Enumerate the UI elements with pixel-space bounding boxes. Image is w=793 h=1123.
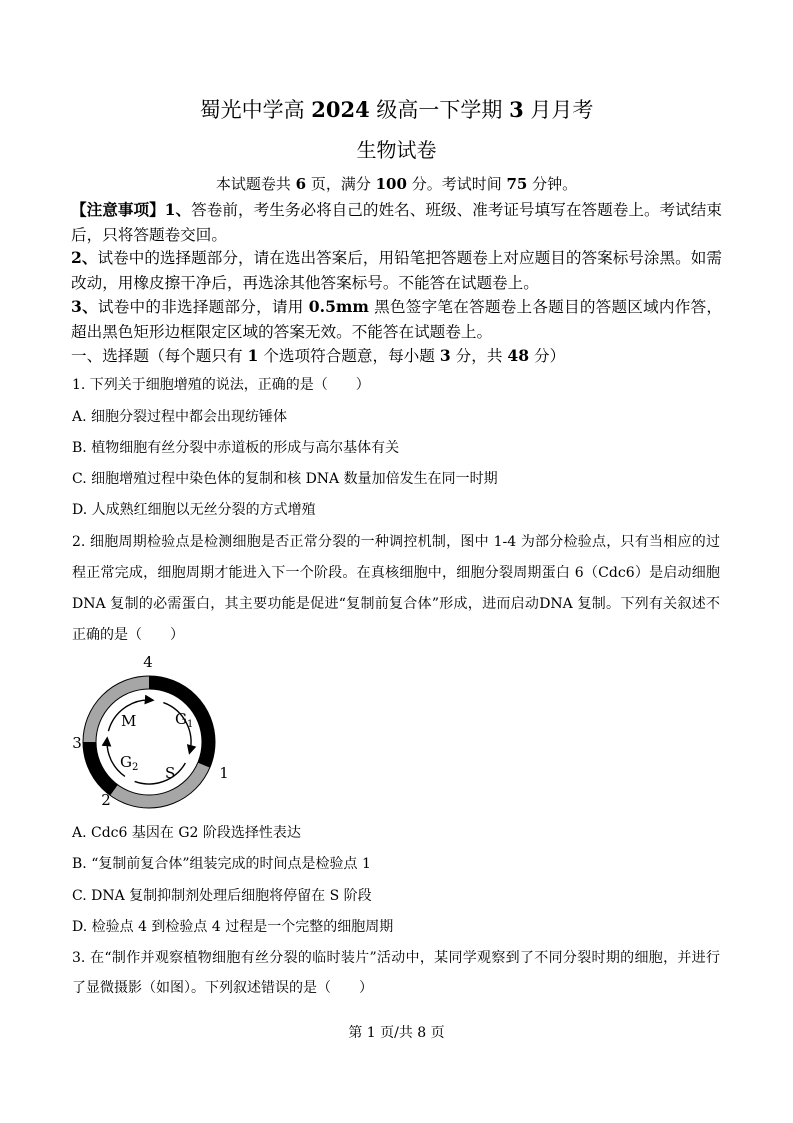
section-heading (71, 344, 722, 369)
title-part: 级高一下学期 (369, 98, 510, 122)
question-2-option-b: B. “复制前复合体”组装完成的时间点是检验点 1 (72, 856, 371, 872)
title-month: 3 (509, 97, 524, 122)
exam-title (0, 95, 793, 125)
section-number: 48 (507, 346, 530, 365)
section-number: 1 (247, 346, 259, 365)
title-part: 蜀光中学高 (199, 98, 312, 122)
question-1-stem: 1. 下列关于细胞增殖的说法，正确的是（ ） (72, 377, 370, 393)
phase-name: G (175, 710, 187, 728)
phase-label-g1 (175, 710, 193, 730)
notice-item-2 (71, 246, 722, 295)
ring-inner-outline (96, 689, 202, 795)
phase-subscript: 1 (186, 719, 194, 730)
page-footer: 第 1 页/共 8 页 (348, 1025, 445, 1041)
notice-number: 2、 (71, 248, 98, 267)
notice-text: 试卷中的选择题部分，请在选出答案后，用铅笔把答题卷上对应题目的答案标号涂黑。如需改动，用橡皮擦干净后，再选涂其他答案标号。不能答在试题卷上。 (71, 249, 722, 292)
info-text: 本试题卷共 (215, 175, 296, 193)
phase-label-g2 (120, 753, 138, 773)
question-2-stem: 2. 细胞周期检验点是检测细胞是否正常分裂的一种调控机制，图中 1-4 为部分检验点，只有当相应的过程正常完成，细胞周期才能进入下一个阶段。在真核细胞中，细胞分裂周期蛋白 6（Cdc6）是启动细胞 DNA 复制的必需蛋白，其主要功能是促进“复制前复合体”形成，进而启动DNA 复制。下列有关叙述不正确的是（ ） (72, 534, 720, 643)
notice-text: 答卷前，考生务必将自己的姓名、班级、准考证号填写在答题卷上。考试结束后，只将答题卷交回。 (71, 201, 722, 244)
phase-subscript: 2 (131, 762, 139, 773)
question-2-option-c: C. DNA 复制抑制剂处理后细胞将停留在 S 阶段 (72, 888, 372, 904)
section-number: 3 (439, 346, 451, 365)
checkpoint-label-1: 1 (219, 764, 229, 782)
info-minutes: 75 (506, 175, 528, 193)
phase-name: S (165, 764, 176, 782)
question-2-option-a: A. Cdc6 基因在 G2 阶段选择性表达 (72, 825, 301, 841)
question-1-option-c: C. 细胞增殖过程中染色体的复制和核 DNA 数量加倍发生在同一时期 (72, 471, 498, 487)
phase-label-s (165, 764, 175, 782)
phase-label-m (121, 712, 136, 730)
info-text: 页，满分 (306, 175, 376, 193)
section-text: 分，共 (450, 347, 508, 365)
info-pages: 6 (295, 175, 307, 193)
notice-pen-size: 0.5mm (308, 297, 369, 316)
section-text: 分） (529, 347, 566, 365)
info-score: 100 (375, 175, 407, 193)
question-1-option-d: D. 人成熟红细胞以无丝分裂的方式增殖 (72, 502, 316, 518)
checkpoint-label-3: 3 (72, 734, 82, 752)
title-year: 2024 (311, 97, 370, 122)
exam-info (0, 171, 793, 197)
question-2-option-d: D. 检验点 4 到检验点 4 过程是一个完整的细胞周期 (72, 919, 394, 935)
notice-text: 试卷中的非选择题部分，请用 (97, 298, 309, 316)
title-part: 月月考 (523, 98, 594, 122)
notice-heading: 【注意事项】1、 (71, 200, 192, 219)
section-text: 个选项符合题意，每小题 (258, 347, 440, 365)
cycle-arrow-s-to-g2 (135, 763, 186, 784)
question-3-stem: 3. 在“制作并观察植物细胞有丝分裂的临时装片”活动中，某同学观察到了不同分裂时期的细胞，并进行了显微摄影（如图）。下列叙述错误的是（ ） (72, 950, 720, 996)
question-1-option-a: A. 细胞分裂过程中都会出现纺锤体 (72, 409, 288, 425)
section-text: 一、选择题（每个题只有 (71, 347, 248, 365)
phase-name: G (120, 753, 132, 771)
notice-item-3 (71, 295, 722, 344)
checkpoint-label-4: 4 (143, 653, 153, 671)
cell-cycle-diagram (60, 650, 240, 820)
phase-name: M (121, 712, 137, 730)
notice-item-1 (71, 198, 722, 247)
exam-subtitle: 生物试卷 (356, 138, 437, 162)
notice-number: 3、 (71, 297, 98, 316)
question-1-option-b: B. 植物细胞有丝分裂中赤道板的形成与高尔基体有关 (72, 440, 400, 456)
notice-text: 黑色签字笔在答题卷上各题目的答题区域内作答，超出黑色矩形边框限定区域的答案无效。不能答在试题卷上。 (71, 298, 722, 341)
info-text: 分钟。 (527, 175, 578, 193)
info-text: 分。考试时间 (406, 175, 507, 193)
checkpoint-label-2: 2 (101, 791, 111, 809)
